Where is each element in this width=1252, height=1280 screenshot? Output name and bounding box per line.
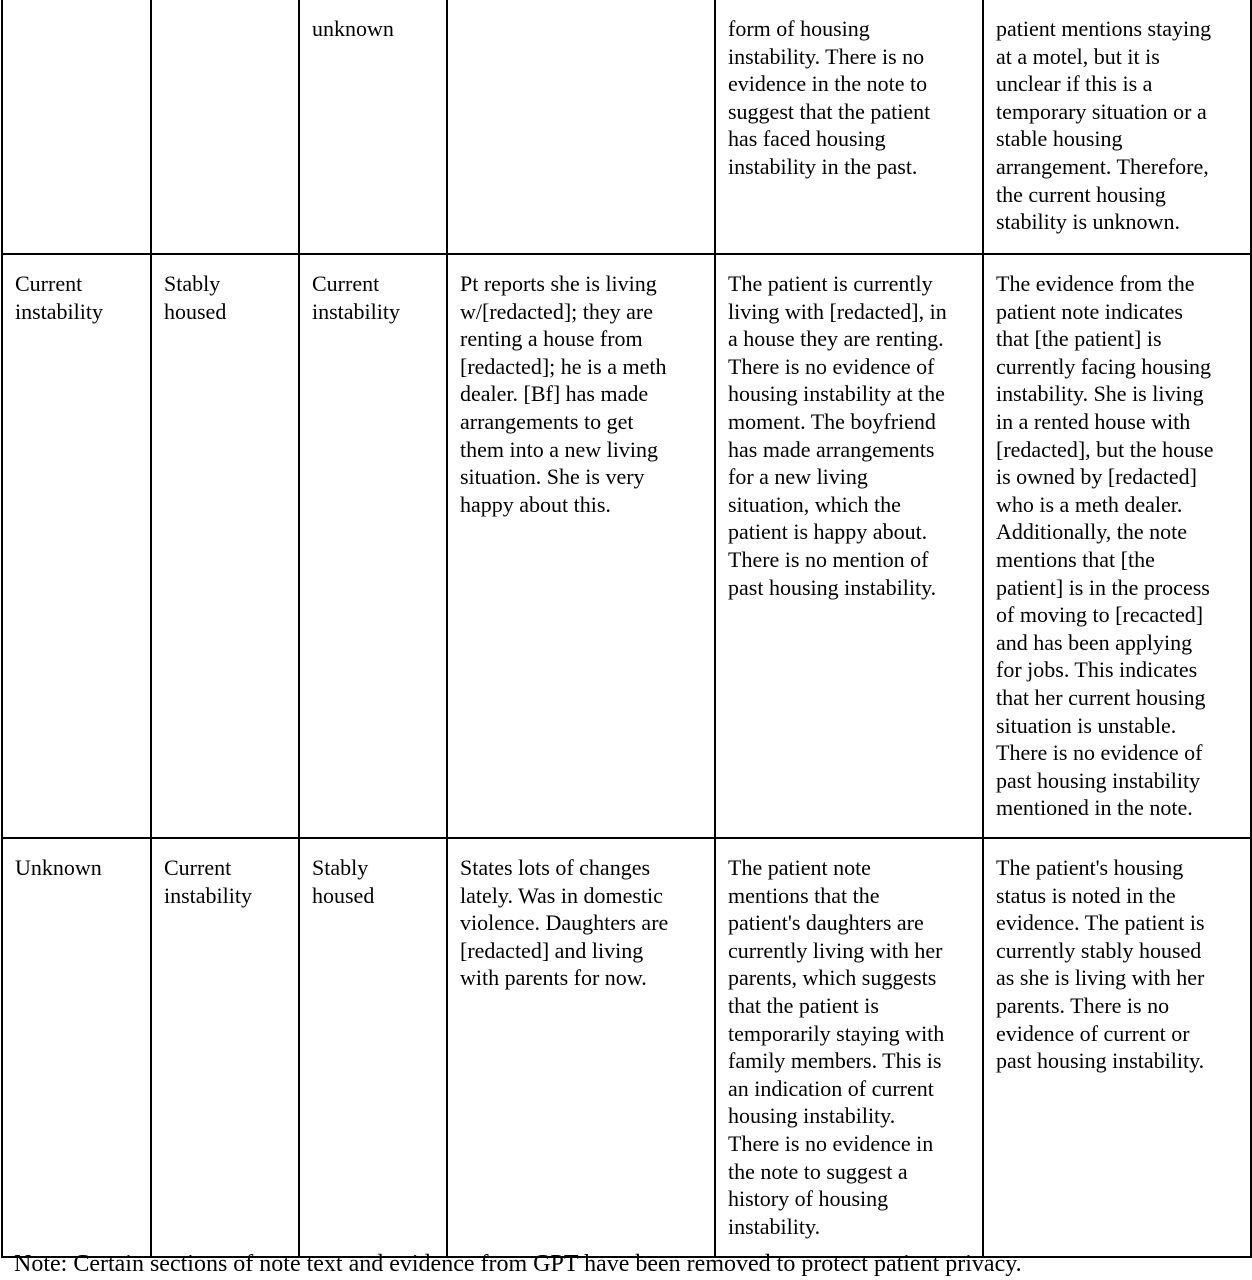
results-table	[1, 0, 1252, 1258]
table-cell	[983, 838, 1251, 1257]
cell-text: The patient is currently living with [redacted], in a house they are renting. There is no evidence of housing instability at the moment. The boyfriend has made arrangements for a new living situation, which the patient is happy about. There is no mention of past housing instability.	[728, 271, 947, 600]
table-cell	[447, 0, 715, 254]
table-cell	[151, 838, 299, 1257]
cell-text: The evidence from the patient note indicates that [the patient] is currently facing housing instability. She is living in a rented house with [redacted], but the house is owned by [redacted] who is a meth dealer. Additionally, the note mentions that [the patient] is in the process of moving to [recacted] and has been applying for jobs. This indicates that her current housing situation is unstable. There is no evidence of past housing instability mentioned in the note.	[996, 271, 1214, 821]
footnote: Note: Certain sections of note text and evidence from GPT have been removed to protect patient privacy.	[14, 1251, 1022, 1277]
table-cell	[983, 254, 1251, 838]
cell-text: Current instability	[164, 855, 252, 908]
table-row	[2, 254, 1251, 838]
table-cell	[299, 0, 447, 254]
table-cell	[715, 254, 983, 838]
table-cell	[447, 254, 715, 838]
table-cell	[2, 254, 151, 838]
table-cell	[983, 0, 1251, 254]
table-cell	[151, 254, 299, 838]
cell-text: form of housing instability. There is no evidence in the note to suggest that the patient has faced housing instability in the past.	[728, 16, 931, 179]
cell-text: States lots of changes lately. Was in domestic violence. Daughters are [redacted] and living with parents for now.	[460, 855, 669, 991]
table-cell	[715, 838, 983, 1257]
cell-text: The patient's housing status is noted in the evidence. The patient is currently stably housed as she is living with her parents. There is no evidence of current or past housing instability.	[996, 855, 1205, 1074]
table-cell	[447, 838, 715, 1257]
cell-text: Unknown	[15, 855, 102, 880]
cell-text: The patient note mentions that the patient's daughters are currently living with her parents, which suggests that the patient is temporarily staying with family members. This is an indication of current housing instability. There is no evidence in the note to suggest a history of housing instability.	[728, 855, 945, 1239]
table-cell	[715, 0, 983, 254]
table-cell	[299, 254, 447, 838]
cell-text: Stably housed	[164, 271, 227, 324]
cell-text: Stably housed	[312, 855, 375, 908]
table-cell	[151, 0, 299, 254]
table-row	[2, 838, 1251, 1257]
cell-text: Current instability	[312, 271, 400, 324]
table-cell	[2, 0, 151, 254]
cell-text: unknown	[312, 16, 394, 41]
cell-text: Current instability	[15, 271, 103, 324]
cell-text: Pt reports she is living w/[redacted]; they are renting a house from [redacted]; he is a meth dealer. [Bf] has made arrangements to get them into a new living situation. She is very happy about this.	[460, 271, 667, 517]
table-cell	[299, 838, 447, 1257]
cell-text: patient mentions staying at a motel, but it is unclear if this is a temporary situation or a stable housing arrangement. Therefore, the current housing stability is unknown.	[996, 16, 1212, 235]
table-row	[2, 0, 1251, 254]
table-cell	[2, 838, 151, 1257]
